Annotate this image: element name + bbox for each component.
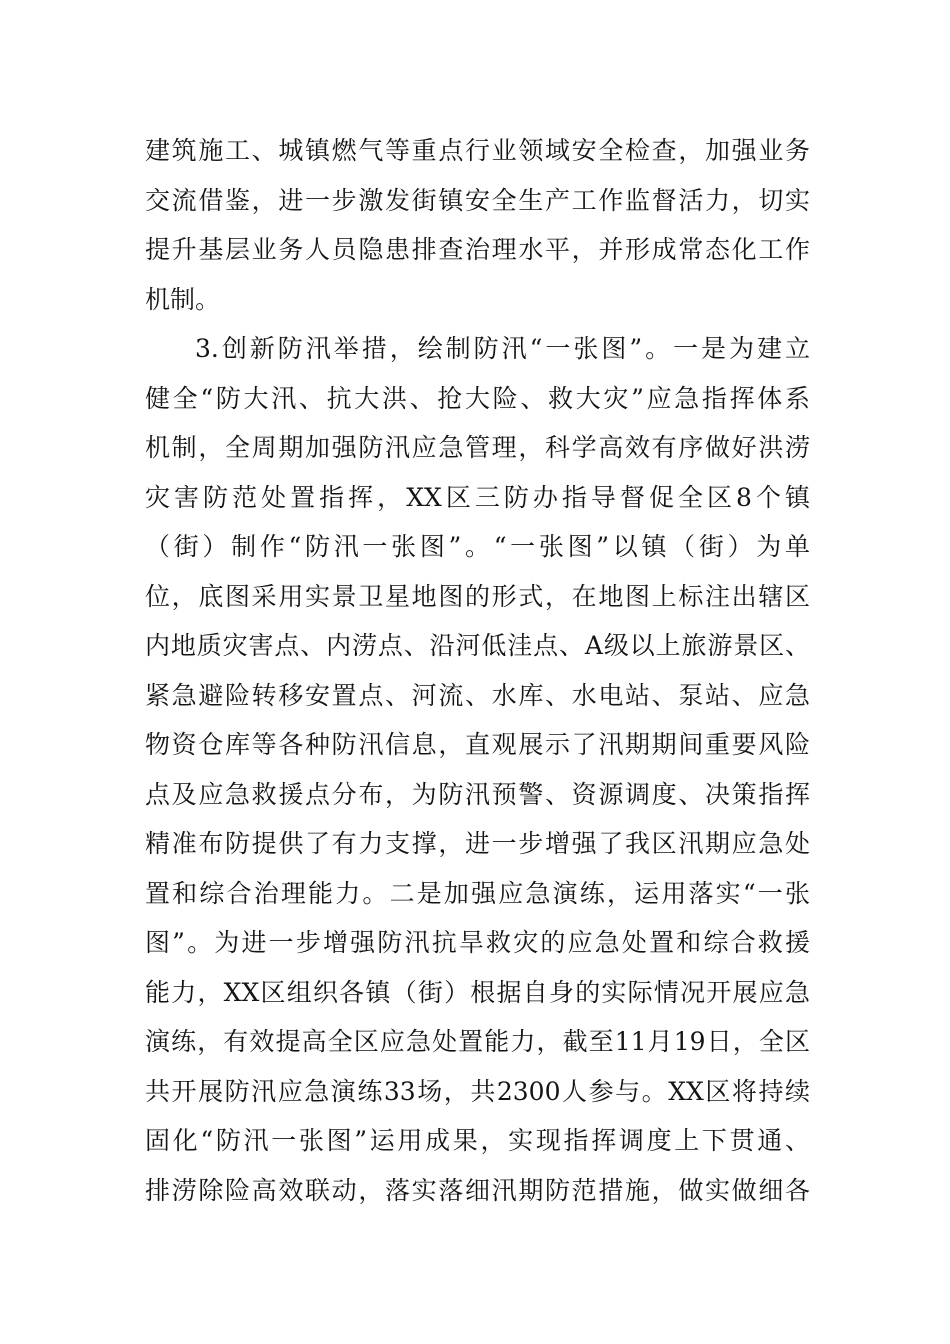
text-line: 固化“防汛一张图”运用成果，实现指挥调度上下贯通、 (145, 1126, 810, 1155)
text-line: 内地质灾害点、内涝点、沿河低洼点、A级以上旅游景区、 (145, 631, 810, 660)
text-line: （街）制作“防汛一张图”。“一张图”以镇（街）为单 (145, 532, 810, 561)
text-line: 位，底图采用实景卫星地图的形式，在地图上标注出辖区 (145, 581, 810, 611)
text-line: 机制。 (145, 284, 221, 314)
text-line: 灾害防范处置指挥，XX区三防办指导督促全区8个镇 (145, 482, 810, 512)
text-line: 紧急避险转移安置点、河流、水库、水电站、泵站、应急 (145, 680, 810, 710)
text-line: 置和综合治理能力。二是加强应急演练，运用落实“一张 (145, 878, 810, 908)
text-line: 精准布防提供了有力支撑，进一步增强了我区汛期应急处 (145, 829, 810, 858)
text-line: 图”。为进一步增强防汛抗旱救灾的应急处置和综合救援 (145, 928, 810, 957)
text-line: 演练，有效提高全区应急处置能力，截至11月19日，全区 (145, 1027, 810, 1056)
text-line: 共开展防汛应急演练33场，共2300人参与。XX区将持续 (145, 1076, 810, 1106)
text-line: 排涝除险高效联动，落实落细汛期防范措施，做实做细各 (145, 1175, 810, 1205)
text-line: 机制，全周期加强防汛应急管理，科学高效有序做好洪涝 (145, 433, 810, 462)
text-line: 健全“防大汛、抗大洪、抢大险、救大灾”应急指挥体系 (145, 383, 810, 413)
document-body-text (145, 126, 810, 1215)
text-line: 建筑施工、城镇燃气等重点行业领域安全检查，加强业务 (145, 136, 810, 165)
text-line: 能力，XX区组织各镇（街）根据自身的实际情况开展应急 (145, 977, 810, 1007)
text-line: 点及应急救援点分布，为防汛预警、资源调度、决策指挥 (145, 779, 810, 809)
text-line: 提升基层业务人员隐患排查治理水平，并形成常态化工作 (145, 235, 810, 264)
text-line: 物资仓库等各种防汛信息，直观展示了汛期期间重要风险 (145, 730, 810, 759)
paragraph-start-line: 3.创新防汛举措，绘制防汛“一张图”。一是为建立 (195, 334, 810, 363)
text-line: 交流借鉴，进一步激发街镇安全生产工作监督活力，切实 (145, 185, 810, 215)
